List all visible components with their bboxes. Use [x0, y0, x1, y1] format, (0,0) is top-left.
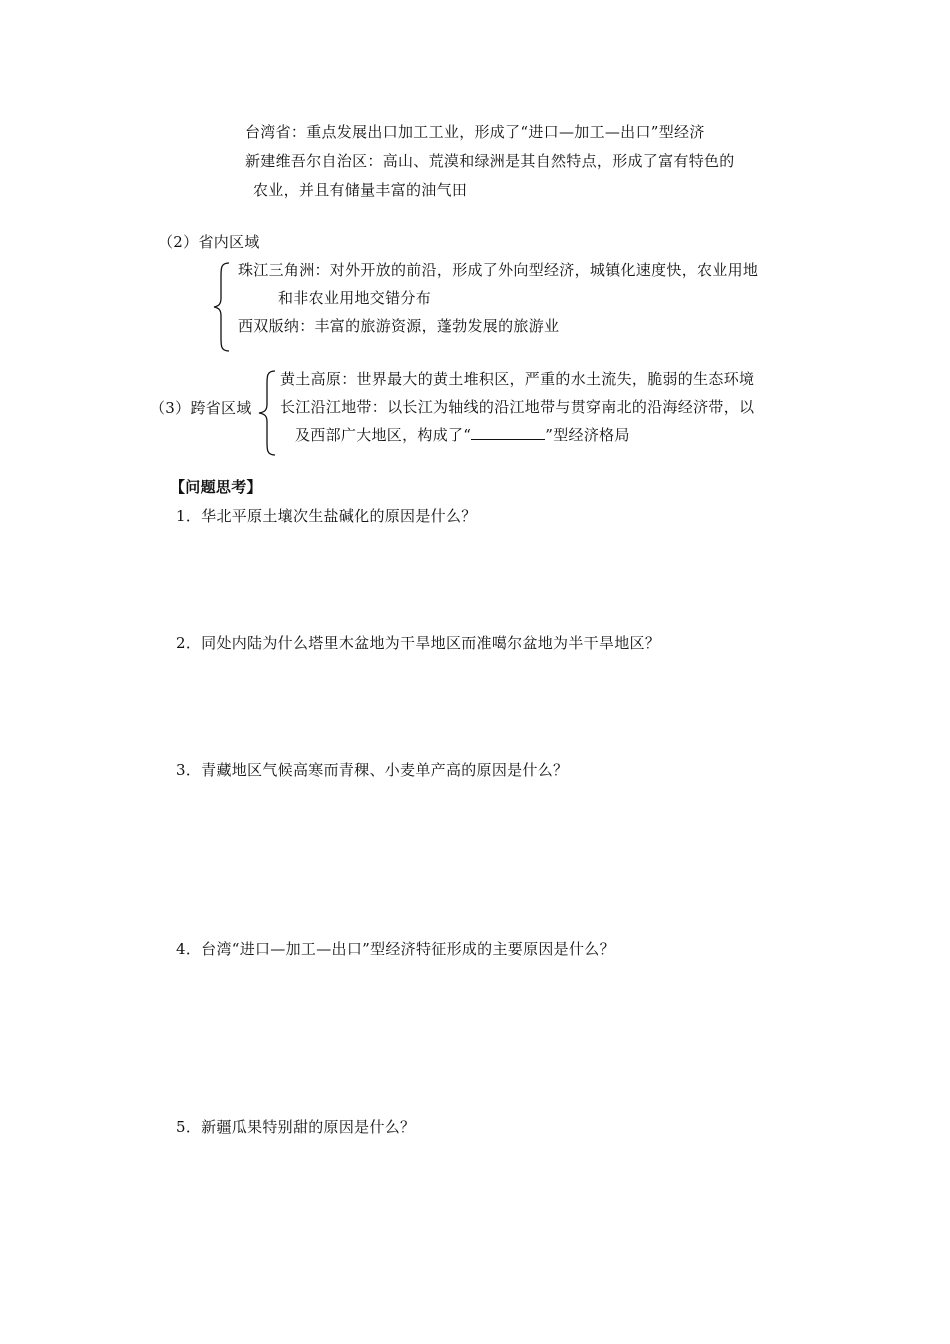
pearl-river-line-1: 珠江三角洲：对外开放的前沿，形成了外向型经济，城镇化速度快，农业用地	[238, 261, 759, 279]
yangtze-line-2-prefix: 及西部广大地区，构成了“	[295, 426, 472, 444]
pearl-river-line-2: 和非农业用地交错分布	[278, 289, 432, 307]
xinjiang-line-1: 新建维吾尔自治区：高山、荒漠和绿洲是其自然特点，形成了富有特色的	[245, 152, 735, 170]
section-2-title: （2）省内区域	[158, 233, 260, 251]
question-3: 3．青藏地区气候高寒而青稞、小麦单产高的原因是什么？	[176, 761, 569, 779]
question-1: 1．华北平原土壤次生盐碱化的原因是什么？	[176, 507, 477, 525]
yangtze-line-2	[295, 425, 630, 445]
yangtze-line-1: 长江沿江地带：以长江为轴线的沿江地带与贯穿南北的沿海经济带，以	[280, 398, 755, 416]
loess-plateau-line: 黄土高原：世界最大的黄土堆积区，严重的水土流失，脆弱的生态环境	[280, 370, 755, 388]
xinjiang-line-2: 农业，并且有储量丰富的油气田	[253, 181, 468, 199]
xishuangbanna-line: 西双版纳：丰富的旅游资源，蓬勃发展的旅游业	[238, 317, 560, 335]
fill-in-blank	[471, 425, 545, 440]
question-4: 4．台湾“进口—加工—出口”型经济特征形成的主要原因是什么？	[176, 940, 615, 958]
question-5: 5．新疆瓜果特别甜的原因是什么？	[176, 1118, 416, 1136]
yangtze-line-2-suffix: ”型经济格局	[545, 426, 630, 444]
section-2-brace	[212, 262, 232, 352]
questions-heading: 【问题思考】	[170, 478, 262, 496]
section-3-title: （3）跨省区域	[150, 399, 252, 417]
taiwan-line: 台湾省：重点发展出口加工工业，形成了“进口—加工—出口”型经济	[245, 123, 705, 141]
section-3-brace	[256, 370, 278, 456]
question-2: 2．同处内陆为什么塔里木盆地为干旱地区而准噶尔盆地为半干旱地区？	[176, 634, 661, 652]
